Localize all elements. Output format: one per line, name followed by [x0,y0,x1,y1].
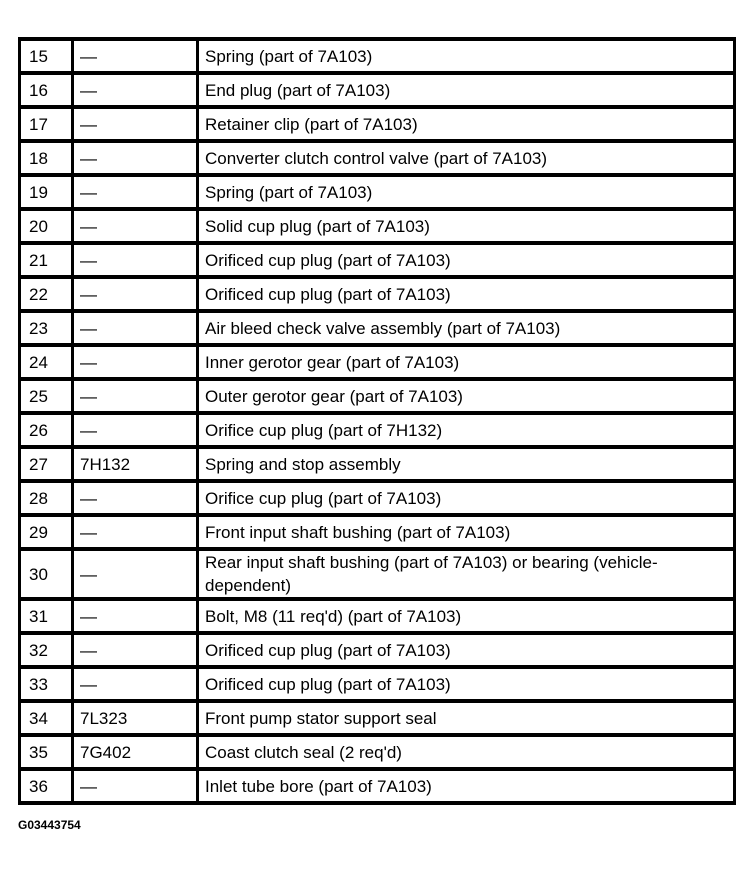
table-row [20,107,735,141]
item-number-cell: 29 [20,515,73,549]
part-number-cell: 7H132 [73,447,198,481]
item-number-cell: 18 [20,141,73,175]
description-cell: Orificed cup plug (part of 7A103) [198,243,735,277]
part-number-cell: — [73,107,198,141]
description-cell: Spring and stop assembly [198,447,735,481]
part-number-cell: — [73,243,198,277]
table-row [20,667,735,701]
description-cell: Front input shaft bushing (part of 7A103) [198,515,735,549]
table-row [20,515,735,549]
part-number-cell: — [73,515,198,549]
item-number-cell: 19 [20,175,73,209]
parts-table [18,37,736,805]
item-number-cell: 34 [20,701,73,735]
table-row [20,311,735,345]
part-number-cell: — [73,39,198,73]
item-number-cell: 15 [20,39,73,73]
part-number-cell: — [73,481,198,515]
part-number-cell: — [73,141,198,175]
item-number-cell: 36 [20,769,73,803]
item-number-cell: 16 [20,73,73,107]
item-number-cell: 22 [20,277,73,311]
table-row [20,73,735,107]
table-row [20,413,735,447]
item-number-cell: 28 [20,481,73,515]
table-row [20,209,735,243]
description-cell: Orificed cup plug (part of 7A103) [198,667,735,701]
part-number-cell: — [73,667,198,701]
item-number-cell: 21 [20,243,73,277]
item-number-cell: 24 [20,345,73,379]
description-cell: Spring (part of 7A103) [198,175,735,209]
table-row [20,345,735,379]
description-cell: Inner gerotor gear (part of 7A103) [198,345,735,379]
part-number-cell: — [73,599,198,633]
part-number-cell: — [73,209,198,243]
description-cell: Retainer clip (part of 7A103) [198,107,735,141]
part-number-cell: — [73,175,198,209]
figure-id: G03443754 [18,818,81,832]
table-row [20,447,735,481]
table-row [20,175,735,209]
table-row [20,549,735,599]
description-cell: Spring (part of 7A103) [198,39,735,73]
table-row [20,599,735,633]
part-number-cell: — [73,379,198,413]
item-number-cell: 17 [20,107,73,141]
description-cell: Front pump stator support seal [198,701,735,735]
table-row [20,769,735,803]
description-cell: Orificed cup plug (part of 7A103) [198,633,735,667]
part-number-cell: — [73,549,198,599]
item-number-cell: 27 [20,447,73,481]
description-cell: Inlet tube bore (part of 7A103) [198,769,735,803]
table-row [20,141,735,175]
table-row [20,379,735,413]
description-cell: Orifice cup plug (part of 7H132) [198,413,735,447]
table-row [20,633,735,667]
description-cell: Rear input shaft bushing (part of 7A103) or bearing (vehicle-dependent) [198,549,735,599]
table-row [20,481,735,515]
description-cell: Converter clutch control valve (part of 7A103) [198,141,735,175]
parts-table-body [20,39,735,803]
description-cell: Air bleed check valve assembly (part of 7A103) [198,311,735,345]
table-row [20,39,735,73]
item-number-cell: 31 [20,599,73,633]
part-number-cell: — [73,345,198,379]
description-cell: Outer gerotor gear (part of 7A103) [198,379,735,413]
item-number-cell: 35 [20,735,73,769]
table-row [20,277,735,311]
description-cell: End plug (part of 7A103) [198,73,735,107]
description-cell: Orifice cup plug (part of 7A103) [198,481,735,515]
part-number-cell: — [73,73,198,107]
description-cell: Solid cup plug (part of 7A103) [198,209,735,243]
part-number-cell: 7L323 [73,701,198,735]
table-row [20,701,735,735]
description-cell: Bolt, M8 (11 req'd) (part of 7A103) [198,599,735,633]
part-number-cell: — [73,633,198,667]
item-number-cell: 25 [20,379,73,413]
item-number-cell: 20 [20,209,73,243]
item-number-cell: 30 [20,549,73,599]
part-number-cell: 7G402 [73,735,198,769]
part-number-cell: — [73,769,198,803]
table-row [20,243,735,277]
part-number-cell: — [73,413,198,447]
item-number-cell: 26 [20,413,73,447]
item-number-cell: 23 [20,311,73,345]
description-cell: Coast clutch seal (2 req'd) [198,735,735,769]
description-cell: Orificed cup plug (part of 7A103) [198,277,735,311]
table-row [20,735,735,769]
part-number-cell: — [73,277,198,311]
item-number-cell: 32 [20,633,73,667]
item-number-cell: 33 [20,667,73,701]
part-number-cell: — [73,311,198,345]
